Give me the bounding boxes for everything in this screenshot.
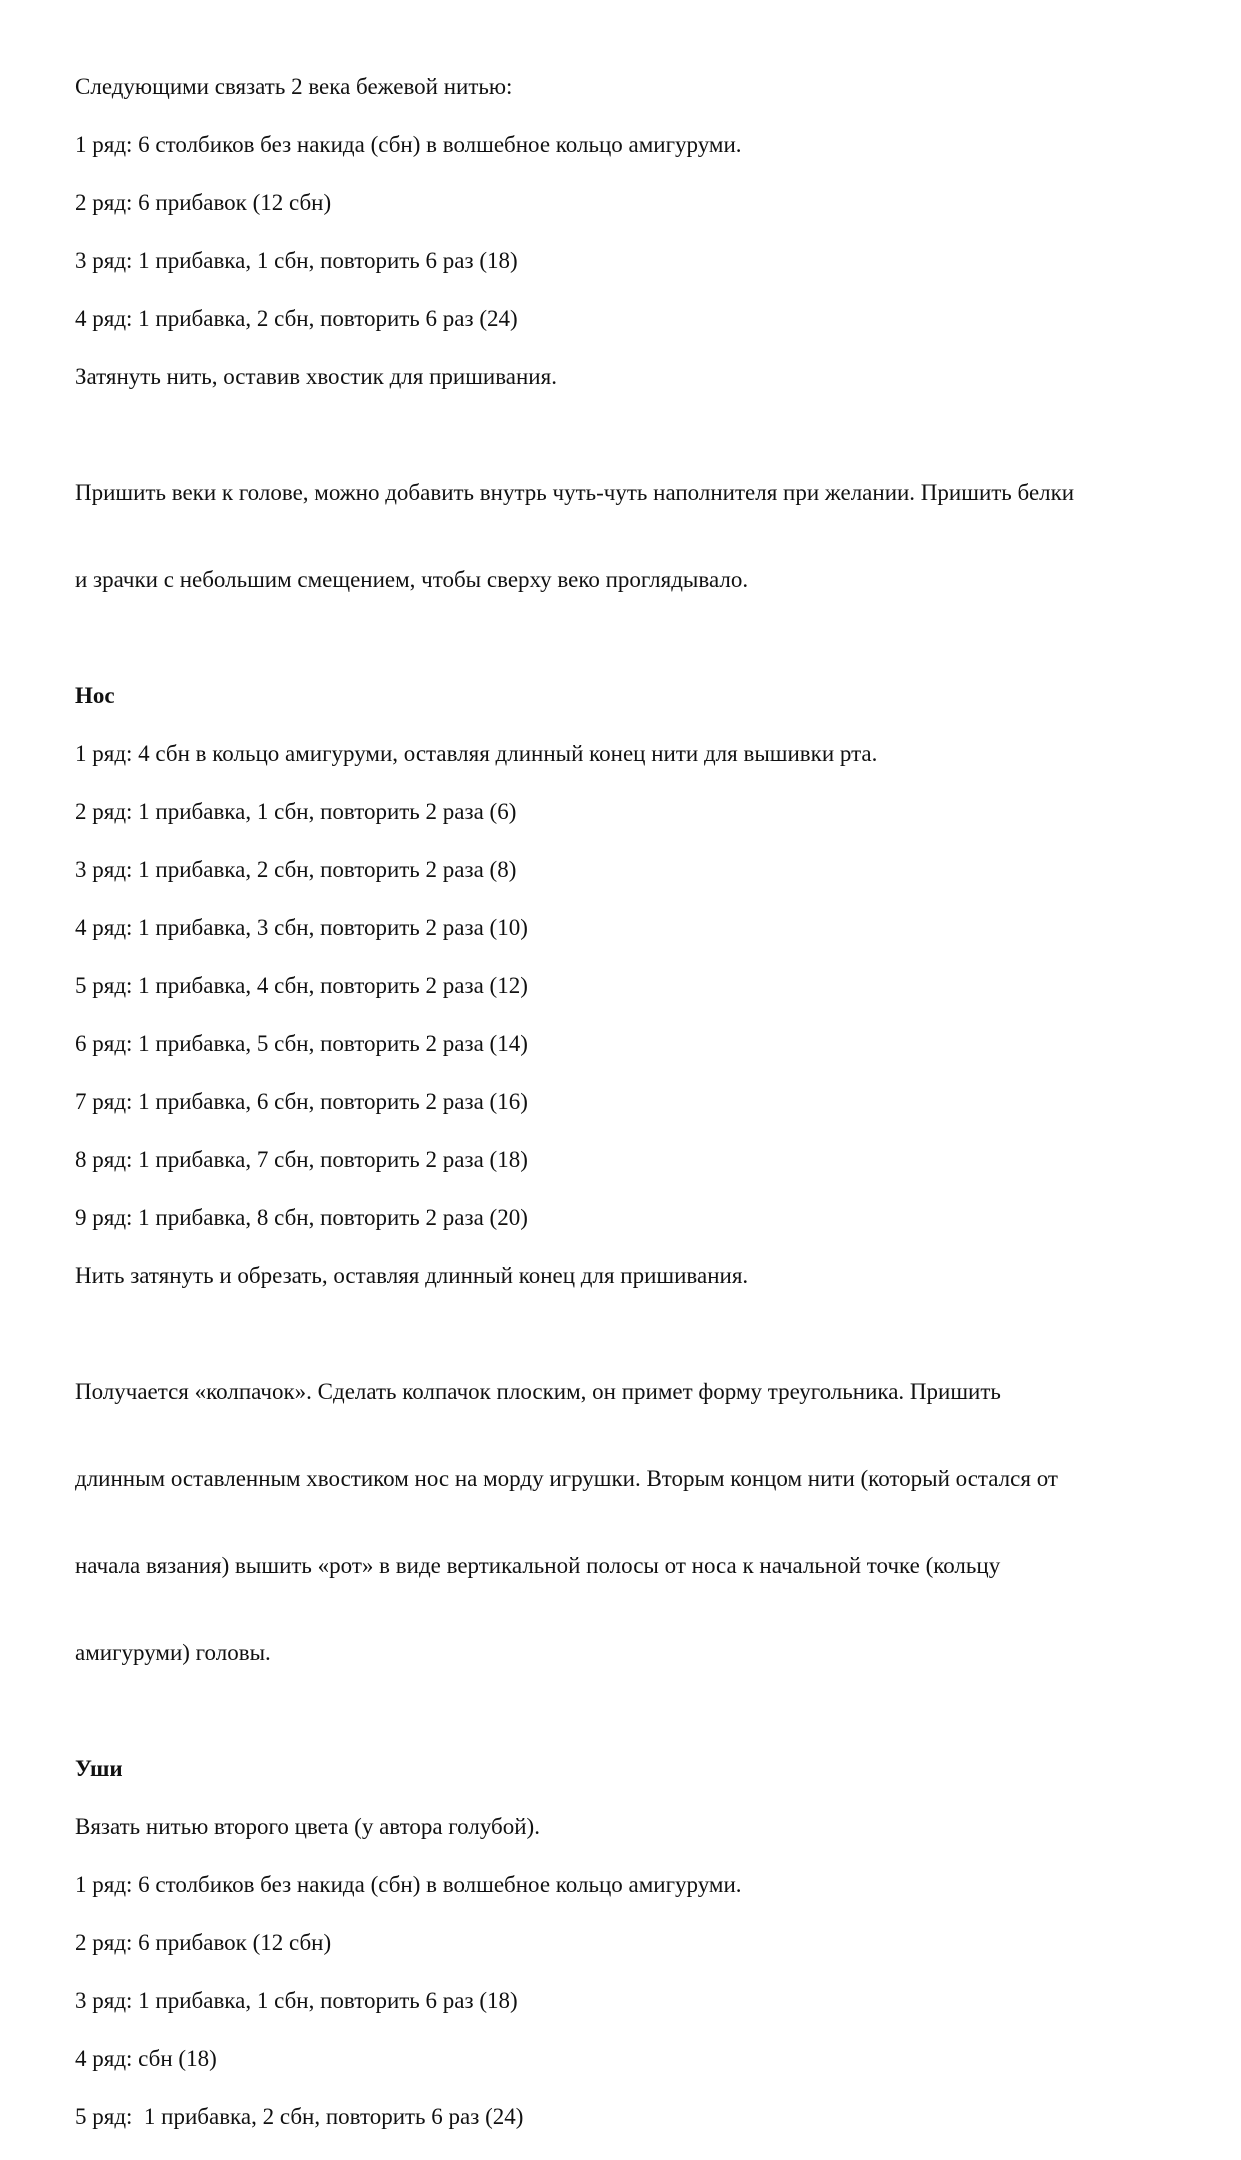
document-page xyxy=(75,72,1175,2160)
eyelids-row-4: 4 ряд: 1 прибавка, 2 сбн, повторить 6 раз (24) xyxy=(75,306,518,331)
nose-finish: Нить затянуть и обрезать, оставляя длинный конец для пришивания. xyxy=(75,1263,749,1288)
eyelids-sew-line-2: и зрачки с небольшим смещением, чтобы сверху веко проглядывало. xyxy=(75,567,749,592)
eyelids-row-1: 1 ряд: 6 столбиков без накида (сбн) в волшебное кольцо амигуруми. xyxy=(75,132,742,157)
nose-row-6: 6 ряд: 1 прибавка, 5 сбн, повторить 2 раза (14) xyxy=(75,1031,528,1056)
nose-row-1: 1 ряд: 4 сбн в кольцо амигуруми, оставляя длинный конец нити для вышивки рта. xyxy=(75,741,878,766)
ears-row-2: 2 ряд: 6 прибавок (12 сбн) xyxy=(75,1930,332,1955)
nose-desc-line-2: длинным оставленным хвостиком нос на морду игрушки. Вторым концом нити (который остался от xyxy=(75,1466,1058,1491)
nose-desc-line-3: начала вязания) вышить «рот» в виде вертикальной полосы от носа к начальной точке (кольцу xyxy=(75,1553,1001,1578)
ears-row-3: 3 ряд: 1 прибавка, 1 сбн, повторить 6 раз (18) xyxy=(75,1988,518,2013)
eyelids-finish: Затянуть нить, оставив хвостик для пришивания. xyxy=(75,364,557,389)
nose-row-8: 8 ряд: 1 прибавка, 7 сбн, повторить 2 раза (18) xyxy=(75,1147,528,1172)
nose-row-3: 3 ряд: 1 прибавка, 2 сбн, повторить 2 раза (8) xyxy=(75,857,517,882)
ears-heading: Уши xyxy=(75,1756,123,1781)
nose-row-5: 5 ряд: 1 прибавка, 4 сбн, повторить 2 раза (12) xyxy=(75,973,528,998)
ears-row-1: 1 ряд: 6 столбиков без накида (сбн) в волшебное кольцо амигуруми. xyxy=(75,1872,742,1897)
nose-heading: Нос xyxy=(75,683,115,708)
eyelids-intro: Следующими связать 2 века бежевой нитью: xyxy=(75,74,513,99)
nose-description-paragraph xyxy=(75,1319,1175,1725)
nose-desc-line-1: Получается «колпачок». Сделать колпачок плоским, он примет форму треугольника. Пришить xyxy=(75,1379,1001,1404)
ears-intro: Вязать нитью второго цвета (у автора голубой). xyxy=(75,1814,540,1839)
nose-row-9: 9 ряд: 1 прибавка, 8 сбн, повторить 2 раза (20) xyxy=(75,1205,528,1230)
eyelids-row-2: 2 ряд: 6 прибавок (12 сбн) xyxy=(75,190,332,215)
ears-row-5: 5 ряд: 1 прибавка, 2 сбн, повторить 6 раз (24) xyxy=(75,2104,524,2129)
ears-row-4: 4 ряд: сбн (18) xyxy=(75,2046,217,2071)
nose-row-2: 2 ряд: 1 прибавка, 1 сбн, повторить 2 раза (6) xyxy=(75,799,517,824)
nose-row-7: 7 ряд: 1 прибавка, 6 сбн, повторить 2 раза (16) xyxy=(75,1089,528,1114)
eyelids-row-3: 3 ряд: 1 прибавка, 1 сбн, повторить 6 раз (18) xyxy=(75,248,518,273)
eyelids-sew-line-1: Пришить веки к голове, можно добавить внутрь чуть-чуть наполнителя при желании. Пришить белки xyxy=(75,480,1075,505)
eyelids-sew-paragraph xyxy=(75,420,1175,652)
nose-row-4: 4 ряд: 1 прибавка, 3 сбн, повторить 2 раза (10) xyxy=(75,915,528,940)
nose-desc-line-4: амигуруми) головы. xyxy=(75,1640,271,1665)
